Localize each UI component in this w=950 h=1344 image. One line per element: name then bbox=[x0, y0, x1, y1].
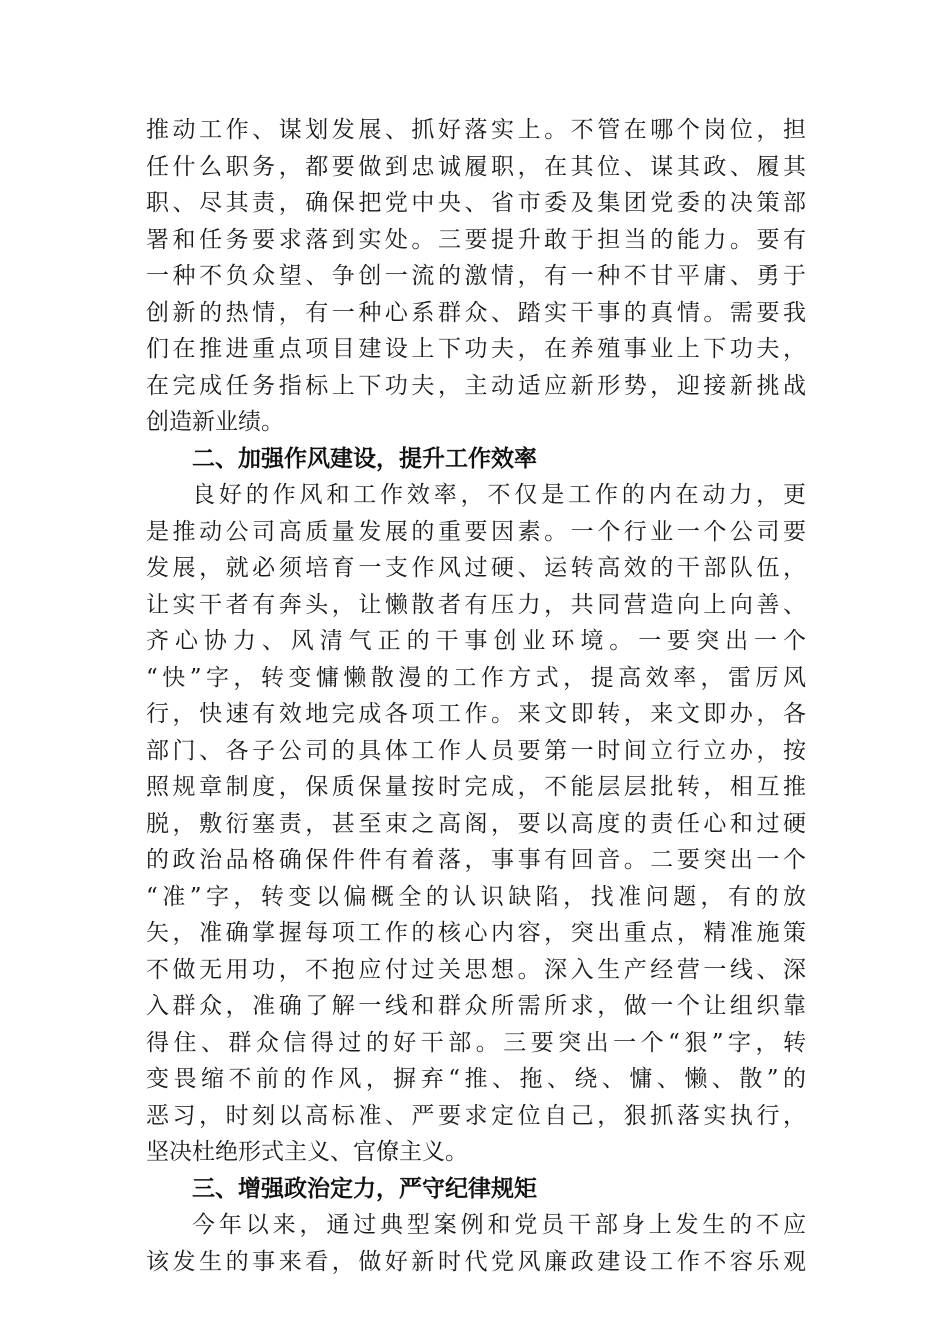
text-line: 该发生的事来看，做好新时代党风廉政建设工作不容乐观 bbox=[146, 1248, 806, 1275]
text-line: 恶习，时刻以高标准、严要求定位自己，狠抓落实执行， bbox=[146, 1102, 806, 1129]
text-line: 良好的作风和工作效率，不仅是工作的内在动力，更 bbox=[192, 482, 806, 508]
text-line: “快”字，转变慵懒散漫的工作方式，提高效率，雷厉风 bbox=[146, 664, 806, 691]
paragraph bbox=[146, 477, 806, 1171]
text-line: 不做无用功，不抱应付过关思想。深入生产经营一线、深 bbox=[146, 956, 806, 983]
text-line: 们在推进重点项目建设上下功夫，在养殖事业上下功夫， bbox=[146, 336, 806, 362]
text-line: 让实干者有奔头，让懒散者有压力，共同营造向上向善、 bbox=[146, 591, 806, 618]
text-line: 矢，准确掌握每项工作的核心内容，突出重点，精准施策 bbox=[146, 920, 806, 946]
text-line: 入群众，准确了解一线和群众所需所求，做一个让组织靠 bbox=[146, 993, 806, 1019]
text-line: 坚决杜绝形式主义、官僚主义。 bbox=[146, 1139, 468, 1165]
paragraph bbox=[146, 1207, 806, 1280]
text-line: 今年以来，通过典型案例和党员干部身上发生的不应 bbox=[192, 1212, 806, 1238]
document-body bbox=[146, 112, 806, 1280]
text-line: 创造新业绩。 bbox=[146, 409, 284, 435]
text-line: “准”字，转变以偏概全的认识缺陷，找准问题，有的放 bbox=[146, 883, 806, 910]
text-line: 职、尽其责，确保把党中央、省市委及集团党委的决策部 bbox=[146, 190, 806, 216]
text-line: 任什么职务，都要做到忠诚履职，在其位、谋其政、履其 bbox=[146, 153, 806, 180]
section-heading: 二、加强作风建设，提升工作效率 bbox=[192, 445, 537, 472]
text-line: 脱，敷衍塞责，甚至束之高阁，要以高度的责任心和过硬 bbox=[146, 810, 806, 837]
text-line: 的政治品格确保件件有着落，事事有回音。二要突出一个 bbox=[146, 847, 806, 873]
text-line: 齐心协力、风清气正的干事创业环境。一要突出一个 bbox=[146, 628, 806, 654]
text-line: 发展，就必须培育一支作风过硬、运转高效的干部队伍， bbox=[146, 555, 806, 581]
text-line: 署和任务要求落到实处。三要提升敢于担当的能力。要有 bbox=[146, 226, 806, 253]
text-line: 是推动公司高质量发展的重要因素。一个行业一个公司要 bbox=[146, 518, 806, 545]
text-line: 得住、群众信得过的好干部。三要突出一个“狠”字，转 bbox=[146, 1029, 806, 1056]
text-line: 照规章制度，保质保量按时完成，不能层层批转，相互推 bbox=[146, 774, 806, 800]
text-line: 创新的热情，有一种心系群众、踏实干事的真情。需要我 bbox=[146, 299, 806, 326]
section-heading: 三、增强政治定力，严守纪律规矩 bbox=[192, 1175, 537, 1202]
text-line: 一种不负众望、争创一流的激情，有一种不甘平庸、勇于 bbox=[146, 263, 806, 289]
text-line: 部门、各子公司的具体工作人员要第一时间立行立办，按 bbox=[146, 737, 806, 764]
text-line: 行，快速有效地完成各项工作。来文即转，来文即办，各 bbox=[146, 701, 806, 727]
text-line: 推动工作、谋划发展、抓好落实上。不管在哪个岗位，担 bbox=[146, 117, 806, 143]
text-line: 变畏缩不前的作风，摒弃“推、拖、绕、慵、懒、散”的 bbox=[146, 1066, 806, 1092]
paragraph bbox=[146, 112, 806, 441]
text-line: 在完成任务指标上下功夫，主动适应新形势，迎接新挑战 bbox=[146, 372, 806, 399]
